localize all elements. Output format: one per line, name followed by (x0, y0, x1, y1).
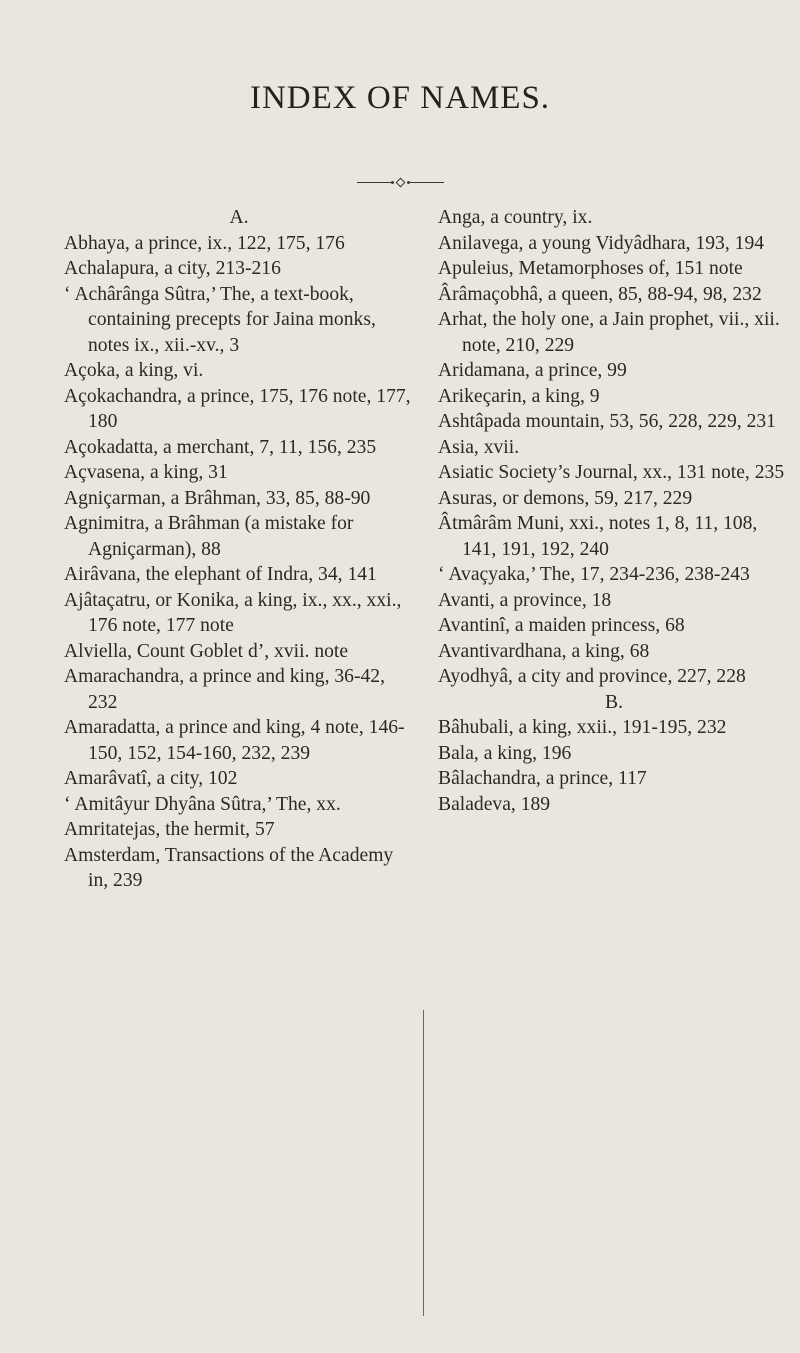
index-entry: ‘ Avaçyaka,’ The, 17, 234-236, 238-243 (438, 564, 750, 585)
index-entry: Arikeçarin, a king, 9 (438, 385, 600, 407)
ornament-line-right (410, 182, 444, 183)
index-entry: Baladeva, 189 (438, 793, 551, 815)
left-column (64, 205, 414, 894)
index-entry: Ayodhyâ, a city and province, 227, 228 (438, 666, 746, 687)
index-entry: Avanti, a province, 18 (438, 589, 612, 611)
index-entry: Bala, a king, 196 (438, 742, 572, 764)
ornament-diamond (395, 177, 405, 187)
index-entry: ‘ Achârânga Sûtra,’ The, a text-book, containing precepts for Jaina monks, notes ix., xii.-xv., 3 (64, 283, 376, 356)
index-entry: Bâlachandra, a prince, 117 (438, 768, 647, 789)
index-entry: Ârâmaçobhâ, a queen, 85, 88-94, 98, 232 (438, 283, 762, 305)
index-entry: Bâhubali, a king, xxii., 191-195, 232 (438, 717, 727, 738)
index-entry: Ashtâpada mountain, 53, 56, 228, 229, 231 (438, 411, 776, 432)
page-title: INDEX OF NAMES. (249, 80, 551, 116)
index-entry: Apuleius, Metamorphoses of, 151 note (438, 258, 743, 279)
index-entry: Amsterdam, Transactions of the Academy in, 239 (64, 844, 394, 891)
section-heading-b: B. (605, 691, 623, 713)
index-entry: Asia, xvii. (438, 436, 520, 458)
section-heading-a: A. (229, 207, 249, 228)
right-column (438, 205, 790, 817)
index-entry: Anga, a country, ix. (438, 207, 593, 228)
index-entry: Amarâvatî, a city, 102 (64, 768, 238, 789)
index-entry: Abhaya, a prince, ix., 122, 175, 176 (64, 232, 345, 254)
index-entry: Anilavega, a young Vidyâdhara, 193, 194 (438, 232, 765, 254)
index-entry: Airâvana, the elephant of Indra, 34, 141 (64, 564, 377, 585)
index-entry: Avantivardhana, a king, 68 (438, 640, 650, 662)
index-entry: Açvasena, a king, 31 (64, 462, 228, 483)
index-entry: Amritatejas, the hermit, 57 (64, 819, 275, 840)
index-entry: Açokadatta, a merchant, 7, 11, 156, 235 (64, 436, 377, 458)
column-divider (423, 1010, 424, 1316)
index-entry: Açokachandra, a prince, 175, 176 note, 177, 180 (64, 385, 411, 432)
index-entry: Achalapura, a city, 213-216 (64, 258, 281, 279)
index-entry: Arhat, the holy one, a Jain prophet, vii., xii. note, 210, 229 (438, 309, 780, 356)
index-entry: Alviella, Count Goblet d’, xvii. note (64, 640, 349, 662)
index-entry: Amaradatta, a prince and king, 4 note, 146-150, 152, 154-160, 232, 239 (64, 717, 405, 764)
index-entry: Aridamana, a prince, 99 (438, 360, 627, 381)
index-entry: Asuras, or demons, 59, 217, 229 (438, 487, 693, 509)
index-entry: Agniçarman, a Brâhman, 33, 85, 88-90 (64, 487, 371, 509)
index-entry: Asiatic Society’s Journal, xx., 131 note, 235 (438, 462, 785, 483)
ornament-line-left (357, 182, 391, 183)
index-entry: Âtmârâm Muni, xxi., notes 1, 8, 11, 108, 141, 191, 192, 240 (438, 513, 758, 560)
index-entry: Agnimitra, a Brâhman (a mistake for Agniçarman), 88 (64, 513, 354, 560)
index-entry: Açoka, a king, vi. (64, 360, 204, 381)
index-entry: Amarachandra, a prince and king, 36-42, 232 (64, 666, 385, 713)
title-ornament (0, 176, 800, 188)
index-entry: ‘ Amitâyur Dhyâna Sûtra,’ The, xx. (64, 793, 341, 815)
index-entry: Avantinî, a maiden princess, 68 (438, 615, 685, 636)
index-entry: Ajâtaçatru, or Konika, a king, ix., xx., xxi., 176 note, 177 note (64, 589, 402, 636)
ornament-dot-left (391, 181, 394, 184)
